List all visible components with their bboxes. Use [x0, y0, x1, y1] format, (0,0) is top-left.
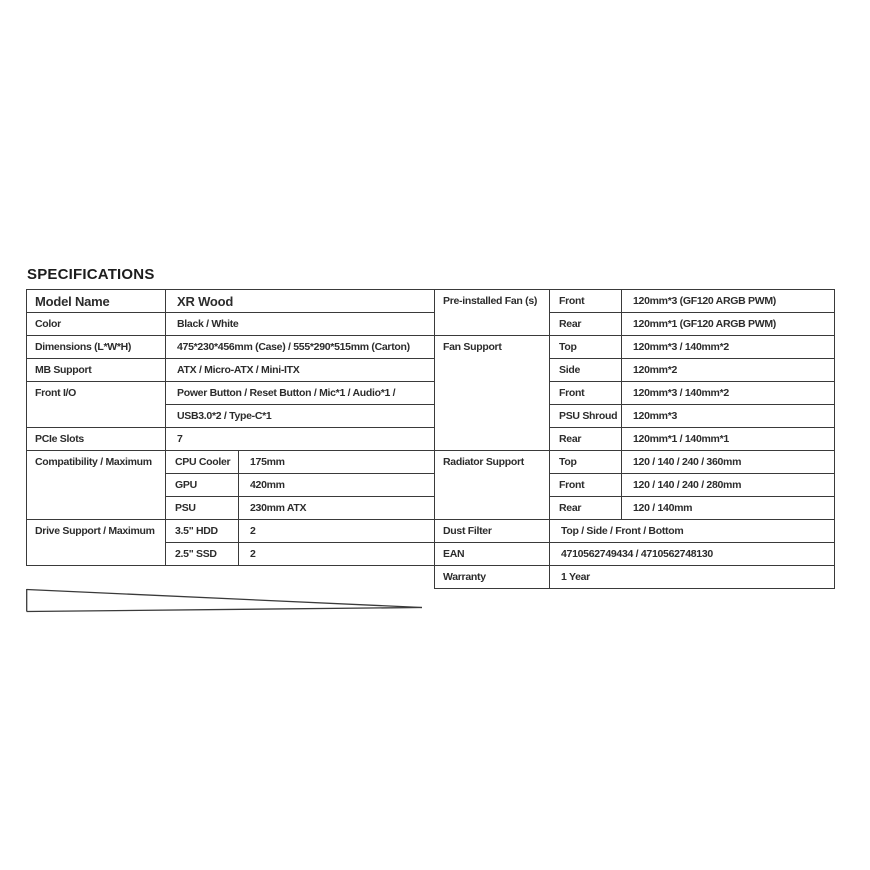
spec-value: 420mm: [239, 474, 435, 497]
spec-sub-label: Rear: [550, 497, 622, 520]
spec-value: 120 / 140mm: [622, 497, 835, 520]
spec-label: PCIe Slots: [27, 428, 166, 451]
spec-row: [27, 428, 435, 451]
spec-row: [27, 382, 435, 405]
spec-label: MB Support: [27, 359, 166, 382]
spec-row: [27, 336, 435, 359]
spec-value: 120mm*3 / 140mm*2: [622, 382, 835, 405]
spec-value: 120 / 140 / 240 / 360mm: [622, 451, 835, 474]
spec-label: Front I/O: [27, 382, 166, 428]
spec-label: Compatibility / Maximum: [27, 451, 166, 520]
spec-label: Dimensions (L*W*H): [27, 336, 166, 359]
spec-value: 120mm*3 / 140mm*2: [622, 336, 835, 359]
spec-sub-label: Front: [550, 382, 622, 405]
spec-value: 120mm*3 (GF120 ARGB PWM): [622, 290, 835, 313]
spec-row: [27, 451, 435, 474]
spec-value: 475*230*456mm (Case) / 555*290*515mm (Carton): [166, 336, 435, 359]
spec-tables: [26, 289, 836, 589]
spec-value: 120mm*3: [622, 405, 835, 428]
spec-value: 1 Year: [550, 566, 835, 589]
spec-sub-label: PSU: [166, 497, 239, 520]
spec-sub-label: 2.5" SSD: [166, 543, 239, 566]
spec-table-right-body: [435, 290, 835, 589]
spec-value: Top / Side / Front / Bottom: [550, 520, 835, 543]
spec-value: 175mm: [239, 451, 435, 474]
spec-value: USB3.0*2 / Type-C*1: [166, 405, 435, 428]
scan-skew-artifact: [26, 586, 435, 615]
spec-table-left-body: [27, 290, 435, 566]
spec-sub-label: Front: [550, 290, 622, 313]
spec-row: [435, 543, 835, 566]
spec-value: XR Wood: [166, 290, 435, 313]
spec-value: Power Button / Reset Button / Mic*1 / Audio*1 /: [166, 382, 435, 405]
spec-label: Fan Support: [435, 336, 550, 451]
spec-value: 120mm*1 / 140mm*1: [622, 428, 835, 451]
spec-row: [435, 566, 835, 589]
spec-row: [27, 313, 435, 336]
spec-sub-label: GPU: [166, 474, 239, 497]
spec-row: [27, 520, 435, 543]
spec-table-left: [26, 289, 435, 566]
spec-table-right: [434, 289, 835, 589]
spec-value: 230mm ATX: [239, 497, 435, 520]
spec-sub-label: CPU Cooler: [166, 451, 239, 474]
spec-label: Color: [27, 313, 166, 336]
spec-value: 120mm*2: [622, 359, 835, 382]
spec-label: Warranty: [435, 566, 550, 589]
spec-value: Black / White: [166, 313, 435, 336]
spec-row: [435, 520, 835, 543]
page-title: SPECIFICATIONS: [27, 266, 155, 283]
spec-row: [435, 336, 835, 359]
spec-sub-label: Front: [550, 474, 622, 497]
spec-row: [435, 451, 835, 474]
spec-row: [27, 290, 435, 313]
spec-value: 120mm*1 (GF120 ARGB PWM): [622, 313, 835, 336]
spec-sub-label: Top: [550, 336, 622, 359]
spec-label: Dust Filter: [435, 520, 550, 543]
spec-value: 7: [166, 428, 435, 451]
spec-label: Drive Support / Maximum: [27, 520, 166, 566]
spec-sub-label: Rear: [550, 428, 622, 451]
spec-sub-label: PSU Shroud: [550, 405, 622, 428]
spec-sub-label: Top: [550, 451, 622, 474]
spec-value: 2: [239, 520, 435, 543]
spec-label: Radiator Support: [435, 451, 550, 520]
spec-value: 2: [239, 543, 435, 566]
spec-row: [435, 290, 835, 313]
spec-label: Pre-installed Fan (s): [435, 290, 550, 336]
spec-label: Model Name: [27, 290, 166, 313]
spec-value: 4710562749434 / 4710562748130: [550, 543, 835, 566]
spec-row: [27, 359, 435, 382]
spec-sub-label: Side: [550, 359, 622, 382]
spec-sub-label: 3.5" HDD: [166, 520, 239, 543]
spec-sheet-content: [26, 266, 836, 589]
spec-label: EAN: [435, 543, 550, 566]
spec-sub-label: Rear: [550, 313, 622, 336]
spec-value: ATX / Micro-ATX / Mini-ITX: [166, 359, 435, 382]
spec-value: 120 / 140 / 240 / 280mm: [622, 474, 835, 497]
